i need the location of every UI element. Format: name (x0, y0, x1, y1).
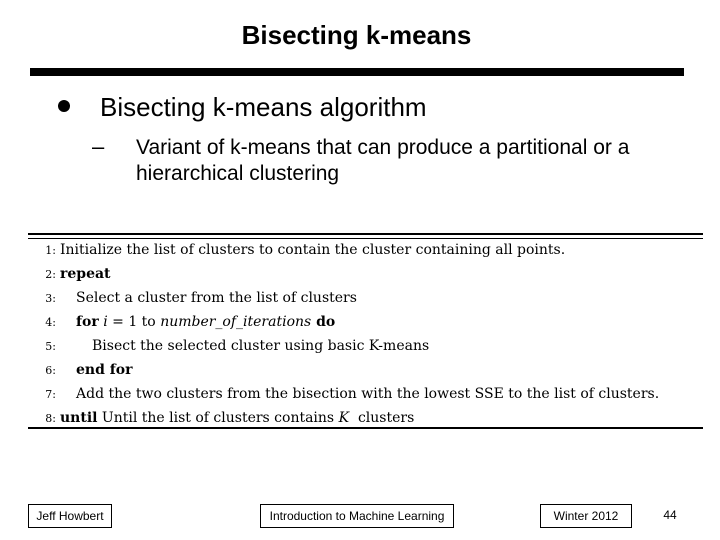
k-variable: K (338, 410, 350, 426)
line-number: 3: (45, 292, 56, 305)
slide-title: Bisecting k-means (241, 20, 472, 50)
bullet-dot-icon (58, 100, 70, 112)
keyword-until: until (60, 410, 98, 426)
line-text: Until the list of clusters contains (97, 410, 339, 426)
algorithm-line-8 (32, 406, 414, 430)
title-divider (30, 68, 684, 76)
line-text: Bisect the selected cluster using basic K-means (92, 338, 430, 354)
sub-bullet-dash: – (92, 134, 105, 159)
algorithm-line-2 (32, 262, 111, 286)
algorithm-box (28, 233, 703, 429)
algorithm-header-rule (28, 238, 703, 239)
algorithm-line-4 (32, 310, 335, 334)
line-text: Add the two clusters from the bisection with the lowest SSE to the list of clusters. (76, 386, 660, 402)
footer-term: Winter 2012 (540, 504, 632, 528)
sub-bullet-text: Variant of k-means that can produce a partitional or a hierarchical clustering (136, 136, 630, 185)
line-number: 4: (45, 316, 56, 329)
page-number: 44 (663, 508, 677, 522)
loop-variable: i (103, 314, 108, 330)
line-text: Select a cluster from the list of clusters (76, 290, 357, 306)
loop-range: = 1 to (107, 314, 161, 330)
keyword-for: for (76, 314, 99, 330)
algorithm-line-3 (32, 286, 357, 310)
line-number: 8: (45, 412, 56, 425)
iterations-variable: number_of_iterations (160, 314, 312, 330)
line-number: 5: (45, 340, 56, 353)
line-number: 6: (45, 364, 56, 377)
algorithm-line-5 (32, 334, 429, 358)
keyword-repeat: repeat (60, 266, 111, 282)
footer-author: Jeff Howbert (28, 504, 112, 528)
main-bullet-text: Bisecting k-means algorithm (100, 92, 427, 122)
line-number: 1: (45, 244, 56, 257)
line-text-end: clusters (349, 410, 415, 426)
algorithm-line-1 (32, 238, 565, 262)
algorithm-line-6 (32, 358, 133, 382)
footer-course: Introduction to Machine Learning (260, 504, 454, 528)
line-number: 2: (45, 268, 56, 281)
line-text: Initialize the list of clusters to contain the cluster containing all points. (60, 242, 566, 258)
keyword-do: do (311, 314, 336, 330)
keyword-end-for: end for (76, 362, 133, 378)
line-number: 7: (45, 388, 56, 401)
algorithm-line-7 (32, 382, 659, 406)
